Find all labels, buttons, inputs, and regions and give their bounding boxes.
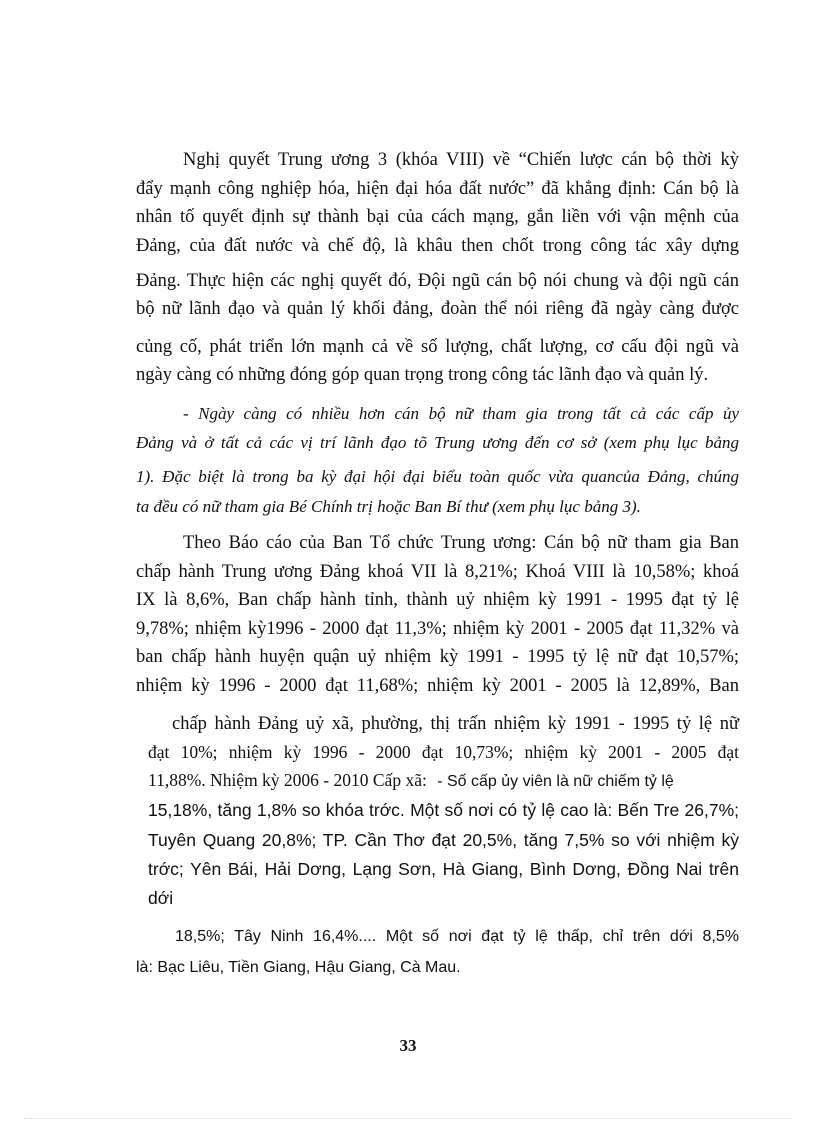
- p3-line: ban chấp hành huyện quận uỷ nhiệm kỳ 1991 - 1995 tỷ lệ nữ đạt 10,57%;: [136, 647, 739, 667]
- p4-sans-line: dới: [148, 888, 174, 908]
- p1-line: Nghị quyết Trung ương 3 (khóa VIII) về “Chiến lược cán bộ thời kỳ: [183, 150, 739, 170]
- p1-line: đẩy mạnh công nghiệp hóa, hiện đại hóa đất nước” đã khẳng định: Cán bộ là: [136, 179, 739, 199]
- p1-line: củng cố, phát triển lớn mạnh cả về số lượng, chất lượng, cơ cấu đội ngũ và: [136, 337, 739, 357]
- p4-line-mixed: [148, 769, 739, 793]
- footer-divider: [24, 1118, 792, 1119]
- p1-line: nhân tố quyết định sự thành bại của cách mạng, gắn liền với vận mệnh của: [136, 207, 739, 227]
- p1-line: bộ nữ lãnh đạo và quản lý khối đảng, đoàn thể nói riêng đã ngày càng được: [136, 299, 739, 319]
- p4-serif-segment: 11,88%. Nhiệm kỳ 2006 - 2010 Cấp xã:: [148, 770, 427, 790]
- p4-line: chấp hành Đảng uỷ xã, phường, thị trấn nhiệm kỳ 1991 - 1995 tỷ lệ nữ: [172, 714, 739, 734]
- p4-line: đạt 10%; nhiệm kỳ 1996 - 2000 đạt 10,73%; nhiệm kỳ 2001 - 2005 đạt: [148, 742, 739, 762]
- page-number: 33: [399, 1036, 417, 1055]
- p1-line: Đảng. Thực hiện các nghị quyết đó, Đội ngũ cán bộ nói chung và đội ngũ cán: [136, 271, 739, 291]
- p2-line: - Ngày càng có nhiều hơn cán bộ nữ tham gia trong tất cả các cấp ủy: [183, 404, 739, 423]
- p4-sans-line: trớc; Yên Bái, Hải Dơng, Lạng Sơn, Hà Giang, Bình Dơng, Đồng Nai trên: [148, 859, 739, 879]
- p3-line: chấp hành Trung ương Đảng khoá VII là 8,21%; Khoá VIII là 10,58%; khoá: [136, 562, 739, 582]
- p2-line: Đảng và ở tất cả các vị trí lãnh đạo tõ Trung ương đến cơ sở (xem phụ lục bảng: [136, 433, 739, 452]
- p1-line: Đảng, của đất nước và chế độ, là khâu then chốt trong công tác xây dựng: [136, 236, 739, 256]
- p3-line: nhiệm kỳ 1996 - 2000 đạt 11,68%; nhiệm kỳ 2001 - 2005 là 12,89%, Ban: [136, 676, 739, 696]
- p3-line: 9,78%; nhiệm kỳ1996 - 2000 đạt 11,3%; nhiệm kỳ 2001 - 2005 đạt 11,32% và: [136, 619, 739, 639]
- p5-line: 18,5%; Tây Ninh 16,4%.... Một số nơi đạt tỷ lệ thấp, chỉ trên dới 8,5%: [175, 928, 739, 945]
- p4-sans-line: Tuyên Quang 20,8%; TP. Cần Thơ đạt 20,5%, tăng 7,5% so với nhiệm kỳ: [148, 830, 739, 850]
- p3-line: IX là 8,6%, Ban chấp hành tỉnh, thành uỷ nhiệm kỳ 1991 - 1995 đạt tỷ lệ: [136, 590, 739, 610]
- p2-line: 1). Đặc biệt là trong ba kỳ đại hội đại biểu toàn quốc vừa quancủa Đảng, chúng: [136, 467, 739, 486]
- p2-line: ta đều có nữ tham gia Bé Chính trị hoặc Ban Bí thư (xem phụ lục bảng 3).: [136, 497, 641, 516]
- p3-line: Theo Báo cáo của Ban Tổ chức Trung ương: Cán bộ nữ tham gia Ban: [183, 533, 739, 553]
- p4-sans-segment: - Số cấp ủy viên là nữ chiếm tỷ lệ: [437, 773, 674, 790]
- p1-line: ngày càng có những đóng góp quan trọng trong công tác lãnh đạo và quản lý.: [136, 365, 709, 385]
- p4-sans-line: 15,18%, tăng 1,8% so khóa trớc. Một số nơi có tỷ lệ cao là: Bến Tre 26,7%;: [148, 800, 739, 820]
- p5-line: là: Bạc Liêu, Tiền Giang, Hậu Giang, Cà Mau.: [136, 959, 461, 976]
